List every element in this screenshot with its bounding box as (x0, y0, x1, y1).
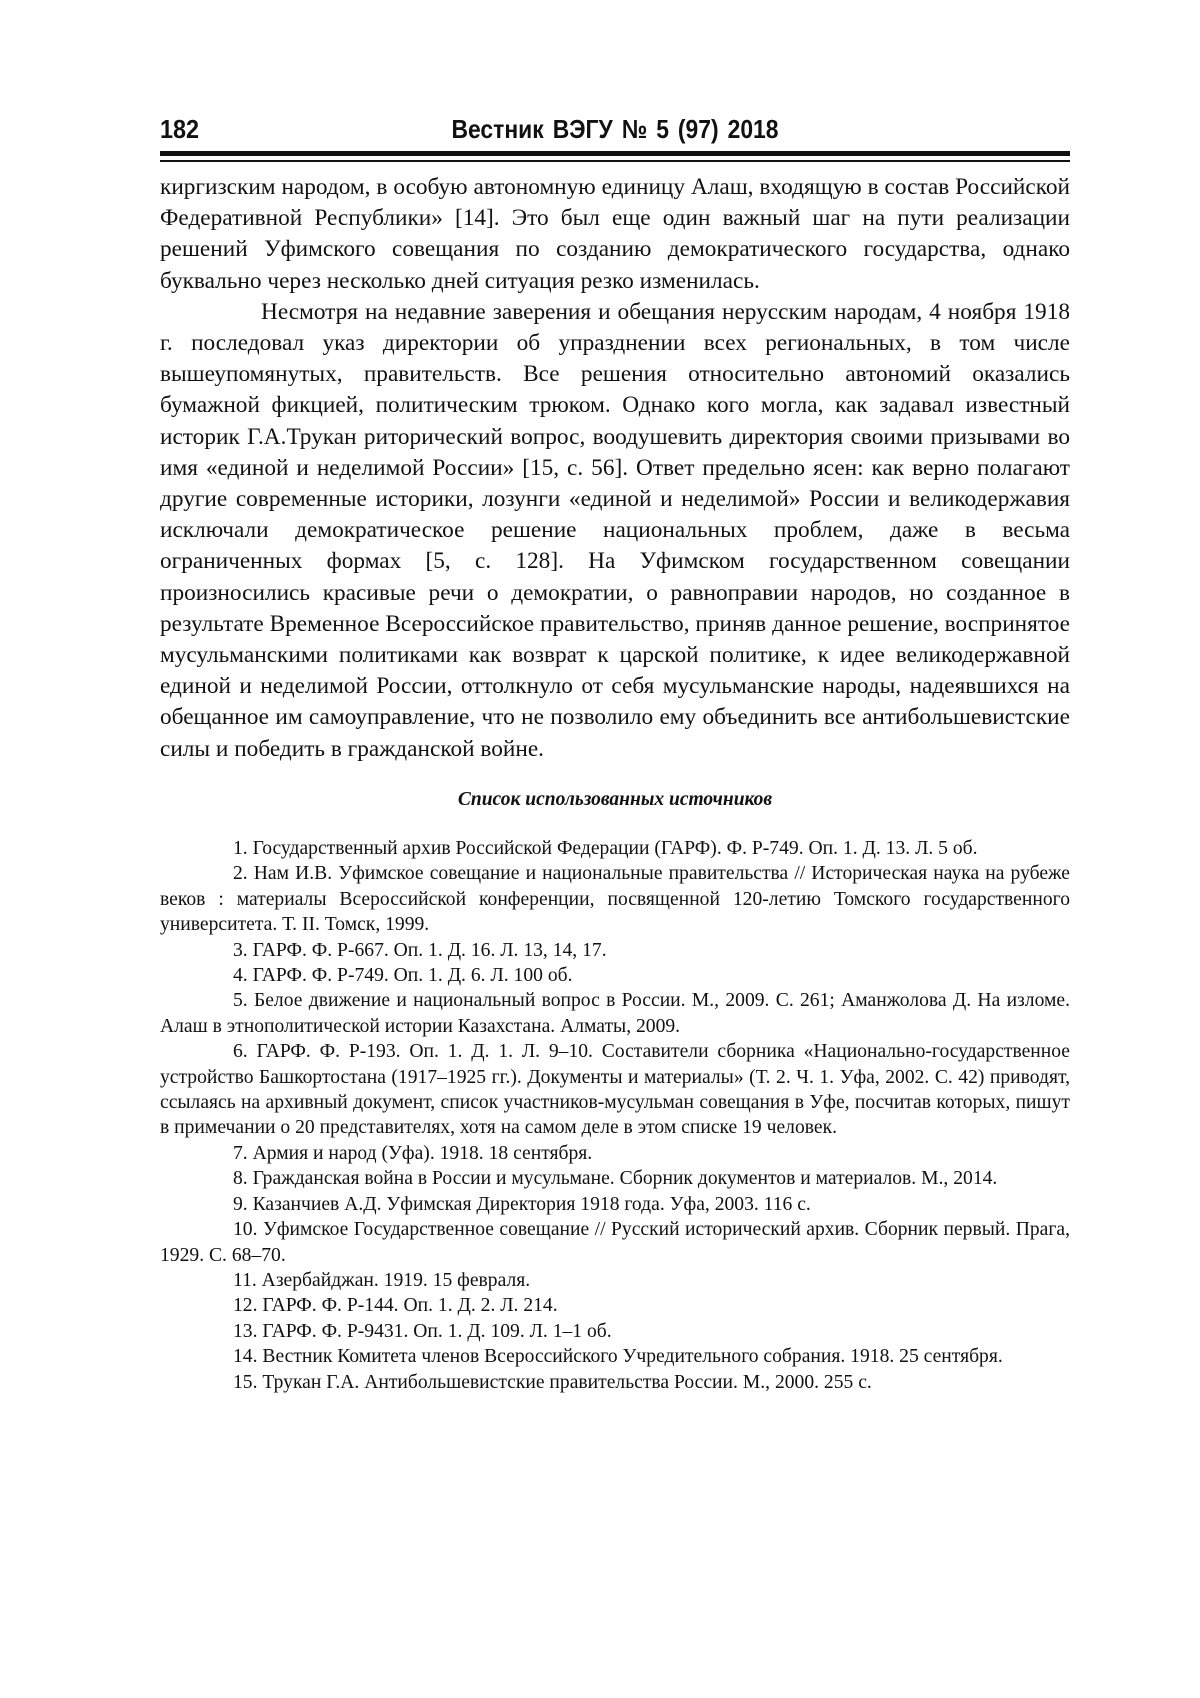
body-paragraph: Несмотря на недавние заверения и обещания нерусским народам, 4 ноября 1918 г. последовал указ директории об упразднении всех региональных, в том числе вышеупомянутых, правительств. Все решения относительно автономий оказались бумажной фикцией, политическим трюком. Однако кого могла, как задавал известный историк Г.А.Трукан риторический вопрос, воодушевить директория своими призывами во имя «единой и неделимой России» [15, с. 56]. Ответ предельно ясен: как верно полагают другие современные историки, лозунги «единой и неделимой» России и великодержавия исключали демократическое решение национальных проблем, даже в весьма ограниченных формах [5, с. 128]. На Уфимском государственном совещании произносились красивые речи о демократии, о равноправии народов, но созданное в результате Временное Всероссийское правительство, приняв данное решение, воспринятое мусульманскими политиками как возврат к царской политике, к идее великодержавной единой и неделимой России, оттолкнуло от себя мусульманские народы, надеявшихся на обещанное им самоуправление, что не позволило ему объединить все антибольшевистские силы и победить в гражданской войне. (160, 298, 1070, 762)
reference-item: 6. ГАРФ. Ф. Р-193. Оп. 1. Д. 1. Л. 9–10. Составители сборника «Национально-государственное устройство Башкортостана (1917–1925 гг.). Документы и материалы» (Т. 2. Ч. 1. Уфа, 2002. С. 42) приводят, ссылаясь на архивный документ, список участников-мусульман совещания в Уфе, посчитав которых, пишут в примечании о 20 представителях, хотя на самом деле в этом списке 19 человек. (160, 1041, 1070, 1139)
page-number: 182 (160, 114, 200, 144)
reference-item: 7. Армия и народ (Уфа). 1918. 18 сентября. (233, 1142, 593, 1164)
reference-item: 13. ГАРФ. Ф. Р-9431. Оп. 1. Д. 109. Л. 1–1 об. (233, 1320, 612, 1342)
reference-item: 1. Государственный архив Российской Федерации (ГАРФ). Ф. Р-749. Оп. 1. Д. 13. Л. 5 об. (233, 838, 978, 859)
header-rule-thick (160, 151, 1070, 156)
references-heading: Список использованных источников (457, 789, 773, 810)
reference-item: 2. Нам И.В. Уфимское совещание и национальные правительства // Историческая наука на рубеже веков : материалы Всероссийской конференции, посвященной 120-летию Томского государственного университета. Т. II. Томск, 1999. (160, 863, 1070, 936)
body-text (160, 172, 1070, 765)
page-header (160, 112, 1070, 152)
references-list (160, 836, 1070, 1395)
reference-item: 12. ГАРФ. Ф. Р-144. Оп. 1. Д. 2. Л. 214. (233, 1295, 558, 1317)
header-rule-thin (160, 160, 1070, 162)
reference-item: 11. Азербайджан. 1919. 15 февраля. (233, 1269, 531, 1291)
journal-title: Вестник ВЭГУ № 5 (97) 2018 (451, 114, 779, 144)
body-paragraph: киргизским народом, в особую автономную единицу Алаш, входящую в состав Российской Федеративной Республики» [14]. Это был еще один важный шаг на пути реализации решений Уфимского совещания по созданию демократического государства, однако буквально через несколько дней ситуация резко изменилась. (160, 174, 1070, 294)
reference-item: 15. Трукан Г.А. Антибольшевистские правительства России. М., 2000. 255 с. (233, 1371, 872, 1393)
reference-item: 5. Белое движение и национальный вопрос в России. М., 2009. С. 261; Аманжолова Д. На изломе. Алаш в этнополитической истории Казахстана. Алматы, 2009. (160, 990, 1070, 1037)
reference-item: 10. Уфимское Государственное совещание // Русский исторический архив. Сборник первый. Прага, 1929. С. 68–70. (160, 1219, 1070, 1266)
reference-item: 3. ГАРФ. Ф. Р-667. Оп. 1. Д. 16. Л. 13, 14, 17. (233, 939, 607, 961)
reference-item: 9. Казанчиев А.Д. Уфимская Директория 1918 года. Уфа, 2003. 116 с. (233, 1193, 811, 1215)
reference-item: 8. Гражданская война в России и мусульмане. Сборник документов и материалов. М., 2014. (233, 1168, 998, 1190)
reference-item: 4. ГАРФ. Ф. Р-749. Оп. 1. Д. 6. Л. 100 об. (233, 965, 573, 987)
reference-item: 14. Вестник Комитета членов Всероссийского Учредительного собрания. 1918. 25 сентября. (233, 1346, 1003, 1368)
